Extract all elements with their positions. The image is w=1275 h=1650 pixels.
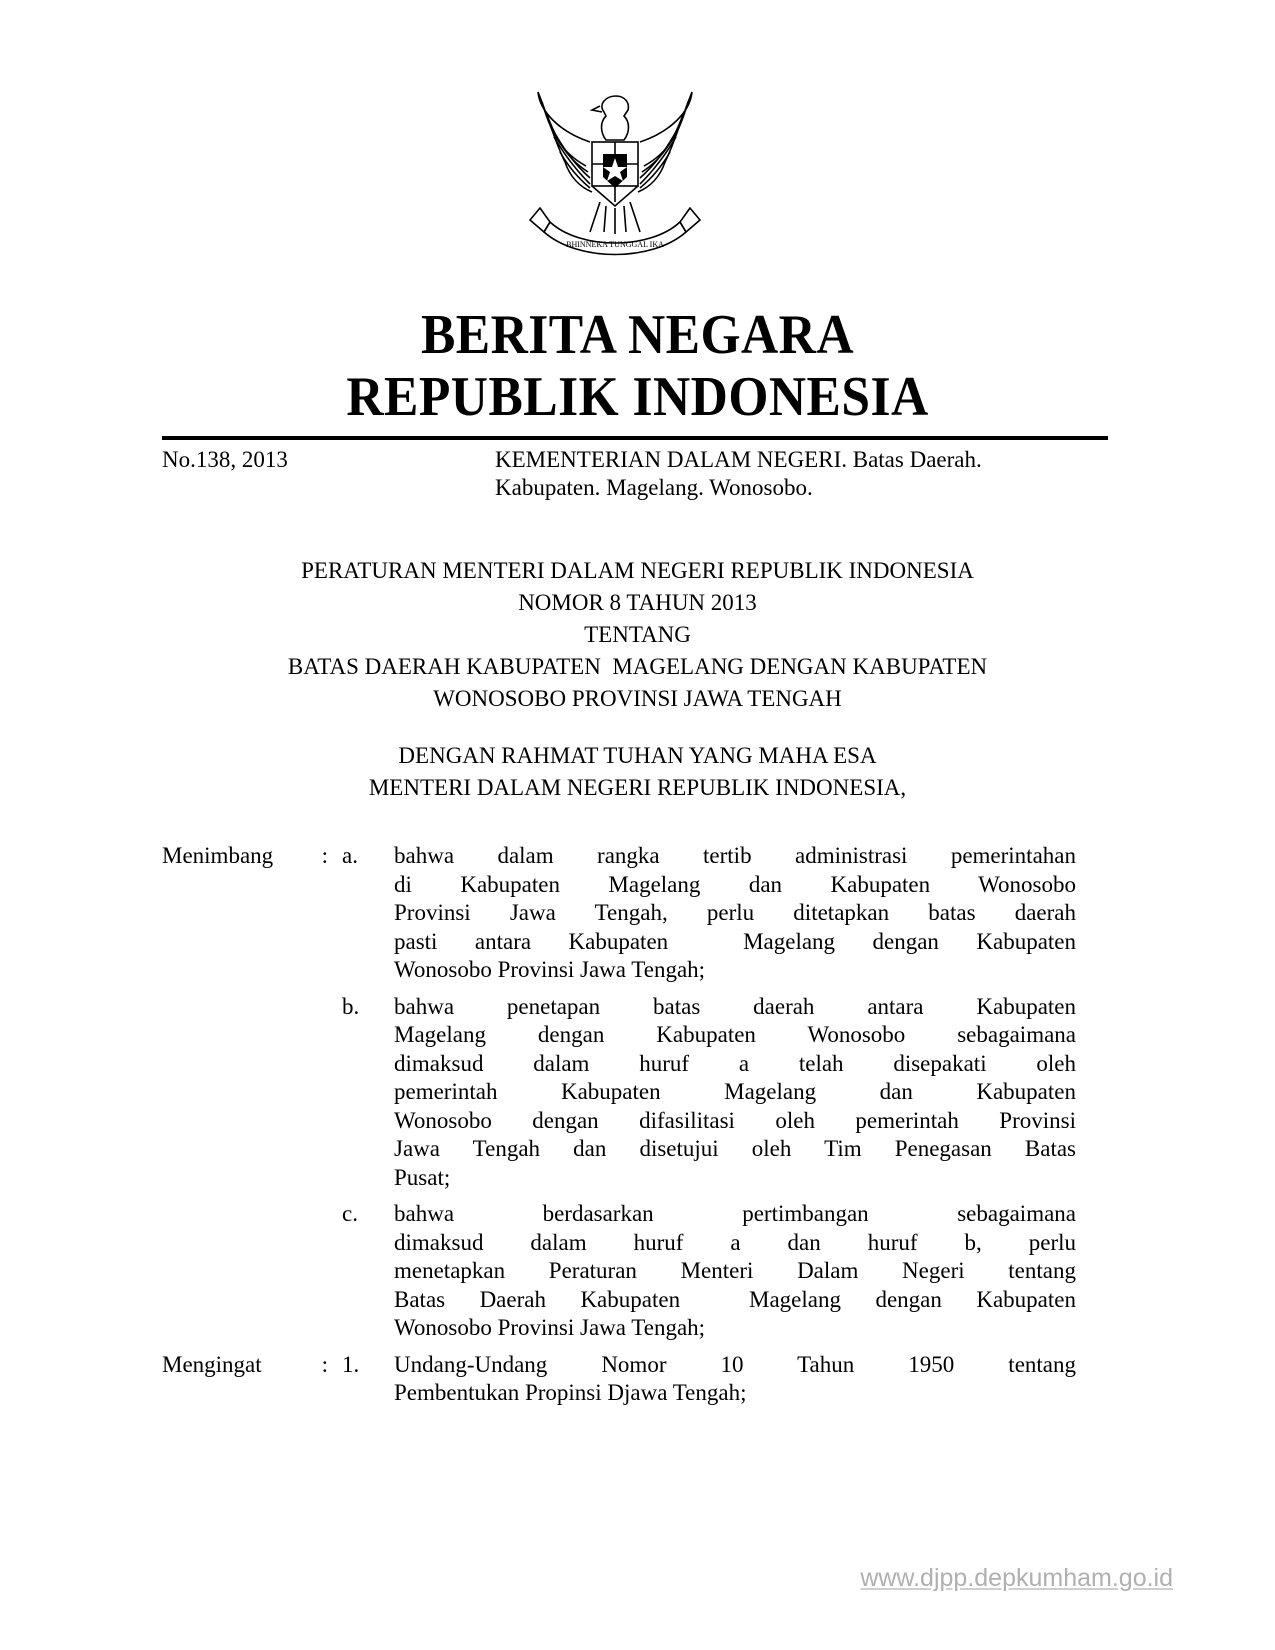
- text-line: Batas Daerah Kabupaten Magelang dengan Kabupaten: [394, 1286, 1076, 1312]
- text-line: Pusat;: [394, 1164, 451, 1190]
- item-text: [394, 1351, 1076, 1408]
- menimbang-item-c: [162, 1200, 1108, 1343]
- masthead-line-1: BERITA NEGARA: [420, 304, 855, 366]
- regulation-about: TENTANG: [584, 622, 691, 647]
- menimbang-item-a: [162, 842, 1108, 985]
- regulation-preamble: [0, 740, 1275, 804]
- regulation-title: [0, 555, 1275, 715]
- text-line: bahwa penetapan batas daerah antara Kabupaten: [394, 993, 1076, 1019]
- regulation-name: PERATURAN MENTERI DALAM NEGERI REPUBLIK INDONESIA: [301, 558, 974, 583]
- menimbang-section: [162, 842, 1108, 1416]
- authority: MENTERI DALAM NEGERI REPUBLIK INDONESIA,: [368, 775, 907, 800]
- garuda-emblem: [520, 82, 710, 272]
- text-line: menetapkan Peraturan Menteri Dalam Negeri tentang: [394, 1258, 1076, 1283]
- text-line: Pembentukan Propinsi Djawa Tengah;: [394, 1380, 747, 1405]
- masthead-line-2: REPUBLIK INDONESIA: [346, 366, 929, 428]
- gazette-description-line: KEMENTERIAN DALAM NEGERI. Batas Daerah.: [495, 447, 982, 472]
- text-line: pemerintah Kabupaten Magelang dan Kabupaten: [394, 1079, 1076, 1104]
- section-colon: :: [321, 843, 328, 868]
- section-label: Menimbang: [162, 843, 274, 868]
- masthead-divider: [162, 436, 1108, 440]
- source-watermark-link[interactable]: www.djpp.depkumham.go.id: [860, 1564, 1173, 1592]
- text-line: bahwa berdasarkan pertimbangan sebagaimana: [394, 1201, 1076, 1226]
- text-line: Provinsi Jawa Tengah, perlu ditetapkan batas daerah: [394, 900, 1076, 925]
- text-line: dimaksud dalam huruf a telah disepakati oleh: [394, 1050, 1076, 1076]
- menimbang-item-b: [162, 993, 1108, 1193]
- text-line: Wonosobo Provinsi Jawa Tengah;: [394, 1315, 706, 1340]
- garuda-pancasila-emblem-icon: [520, 82, 710, 272]
- item-text: [394, 1200, 1076, 1343]
- text-line: pasti antara Kabupaten Magelang dengan Kabupaten: [394, 928, 1076, 954]
- item-marker: 1.: [342, 1351, 360, 1377]
- text-line: Magelang dengan Kabupaten Wonosobo sebagaimana: [394, 1022, 1076, 1047]
- svg-text:BHINNEKA TUNGGAL IKA: BHINNEKA TUNGGAL IKA: [566, 240, 664, 249]
- item-marker: a.: [342, 843, 358, 868]
- item-marker: b.: [342, 993, 360, 1019]
- gazette-description-line: Kabupaten. Magelang. Wonosobo.: [495, 475, 813, 500]
- section-label: Mengingat: [162, 1351, 262, 1377]
- regulation-subject-line-2: WONOSOBO PROVINSI JAWA TENGAH: [433, 686, 842, 711]
- text-line: Wonosobo dengan difasilitasi oleh pemerintah Provinsi: [394, 1107, 1076, 1133]
- text-line: Jawa Tengah dan disetujui oleh Tim Penegasan Batas: [394, 1136, 1076, 1161]
- section-colon: :: [321, 1351, 328, 1377]
- text-line: Undang-Undang Nomor 10 Tahun 1950 tentang: [394, 1351, 1076, 1377]
- item-marker: c.: [342, 1201, 358, 1226]
- text-line: bahwa dalam rangka tertib administrasi pemerintahan: [394, 843, 1076, 868]
- item-text: [394, 993, 1076, 1193]
- gazette-number: No.138, 2013: [162, 447, 288, 472]
- text-line: di Kabupaten Magelang dan Kabupaten Wonosobo: [394, 871, 1076, 897]
- text-line: dimaksud dalam huruf a dan huruf b, perlu: [394, 1229, 1076, 1255]
- regulation-number: NOMOR 8 TAHUN 2013: [518, 590, 757, 615]
- item-text: [394, 842, 1076, 985]
- gazette-description: [495, 446, 1107, 502]
- invocation: DENGAN RAHMAT TUHAN YANG MAHA ESA: [398, 743, 877, 768]
- text-line: Wonosobo Provinsi Jawa Tengah;: [394, 957, 706, 982]
- mengingat-item-1: [162, 1351, 1108, 1408]
- regulation-subject-line-1: BATAS DAERAH KABUPATEN MAGELANG DENGAN KABUPATEN: [287, 654, 988, 679]
